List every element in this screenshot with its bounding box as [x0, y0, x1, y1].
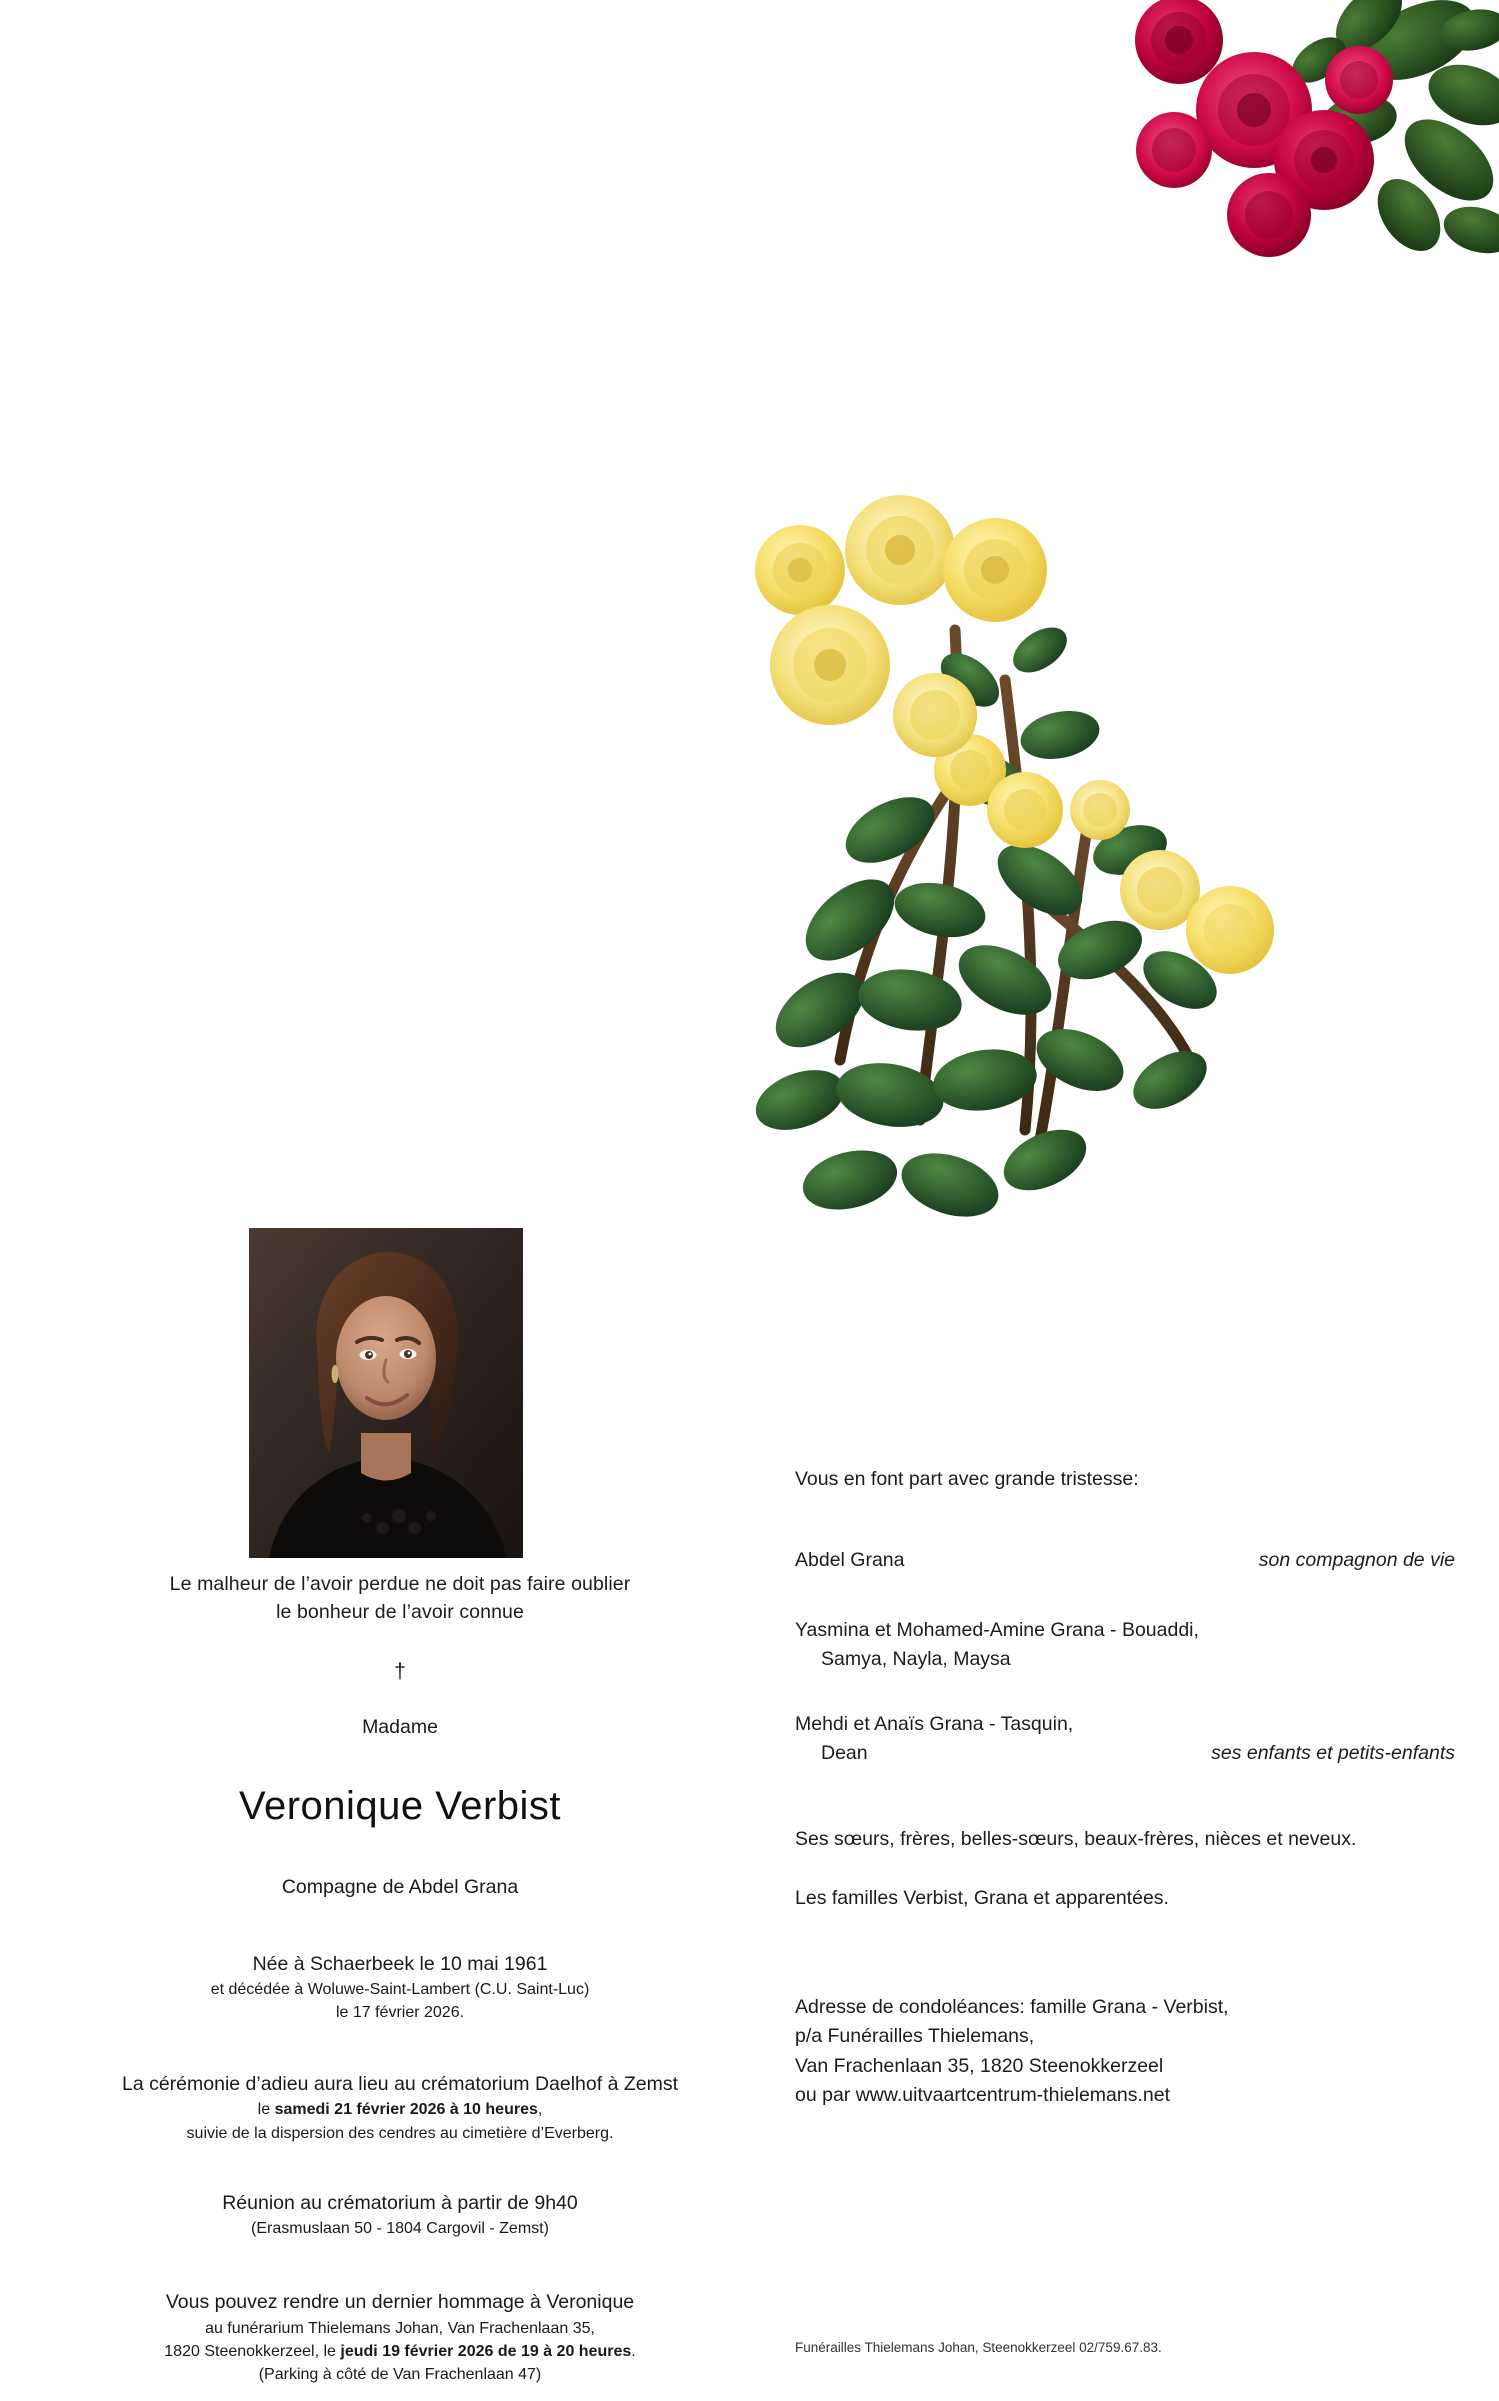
hommage-line-3: [40, 2340, 760, 2363]
ceremony-datetime: samedi 21 février 2026 à 10 heures: [274, 2101, 538, 2119]
funeral-home-footer: Funérailles Thielemans Johan, Steenokkerzeel 02/759.67.83.: [795, 2340, 1162, 2355]
children-2-line-1: Mehdi et Anaïs Grana - Tasquin,: [795, 1713, 1074, 1735]
partner-relation: Compagne de Abdel Grana: [281, 1876, 519, 1899]
yellow-roses-decoration: [740, 480, 1300, 1240]
children-1-line-1: Yasmina et Mohamed-Amine Grana - Bouaddi,: [795, 1618, 1199, 1641]
quote-line-1: Le malheur de l’avoir perdue ne doit pas faire oublier: [169, 1573, 631, 1595]
deceased-name: Veronique Verbist: [238, 1784, 562, 1829]
birth-line-1: Née à Schaerbeek le 10 mai 1961: [252, 1952, 548, 1975]
children-2-row-2: [795, 1739, 1455, 1768]
hommage-prefix: 1820 Steenokkerzeel, le: [164, 2342, 341, 2360]
address-line-3: Van Frachenlaan 35, 1820 Steenokkerzeel: [795, 2054, 1164, 2077]
ceremony-line-1: La cérémonie d’adieu aura lieu au crématorium Daelhof à Zemst: [121, 2073, 679, 2096]
children-role: ses enfants et petits-enfants: [1211, 1742, 1455, 1765]
families-line: Les familles Verbist, Grana et apparentées.: [795, 1886, 1169, 1909]
portrait-image: [249, 1228, 523, 1558]
yellow-roses-icon: [740, 480, 1300, 1240]
children-1-line-2: Samya, Nayla, Maysa: [821, 1647, 1011, 1670]
announcement-intro: Vous en font part avec grande tristesse:: [795, 1468, 1139, 1490]
children-group-2: [795, 1710, 1455, 1769]
memorial-right-column: [795, 1465, 1455, 2110]
ceremony-line-3: suivie de la dispersion des cendres au cimetière d’Everberg.: [186, 2124, 614, 2142]
partner-row: [795, 1546, 1455, 1575]
quote-line-2: le bonheur de l’avoir connue: [276, 1601, 524, 1624]
hommage-line-2: au funérarium Thielemans Johan, Van Frachenlaan 35,: [205, 2319, 595, 2337]
ceremony-line-2: [40, 2098, 760, 2121]
partner-role: son compagnon de vie: [1258, 1549, 1455, 1572]
red-roses-icon: [1119, 0, 1499, 380]
birth-line-2: et décédée à Woluwe-Saint-Lambert (C.U. Saint-Luc): [210, 1980, 590, 1998]
red-roses-decoration: [1119, 0, 1499, 380]
hommage-line-1: Vous pouvez rendre un dernier hommage à Veronique: [165, 2291, 635, 2314]
condolence-address: [795, 1993, 1455, 2110]
address-line-1: Adresse de condoléances: famille Grana - Verbist,: [795, 1996, 1229, 2018]
ceremony-prefix: le: [257, 2101, 275, 2119]
hommage-line-4: (Parking à côté de Van Frachenlaan 47): [258, 2365, 542, 2383]
partner-name: Abdel Grana: [795, 1549, 905, 1572]
hommage-suffix: .: [631, 2342, 636, 2360]
memorial-left-column: [40, 1570, 760, 2386]
address-line-2: p/a Funérailles Thielemans,: [795, 2025, 1035, 2048]
address-line-4: ou par www.uitvaartcentrum-thielemans.net: [795, 2083, 1171, 2106]
cross-symbol: †: [394, 1659, 406, 1683]
siblings-line: Ses sœurs, frères, belles-sœurs, beaux-frères, nièces et neveux.: [795, 1827, 1357, 1850]
ceremony-suffix: ,: [537, 2101, 543, 2119]
portrait-photo: [249, 1228, 523, 1558]
children-2-line-2: Dean: [821, 1742, 868, 1765]
honorific: Madame: [362, 1715, 438, 1738]
birth-line-3: le 17 février 2026.: [335, 2003, 465, 2021]
children-group-1: [795, 1616, 1455, 1675]
hommage-datetime: jeudi 19 février 2026 de 19 à 20 heures: [340, 2342, 632, 2360]
reunion-line-2: (Erasmuslaan 50 - 1804 Cargovil - Zemst): [251, 2220, 549, 2238]
reunion-line-1: Réunion au crématorium à partir de 9h40: [222, 2191, 578, 2214]
